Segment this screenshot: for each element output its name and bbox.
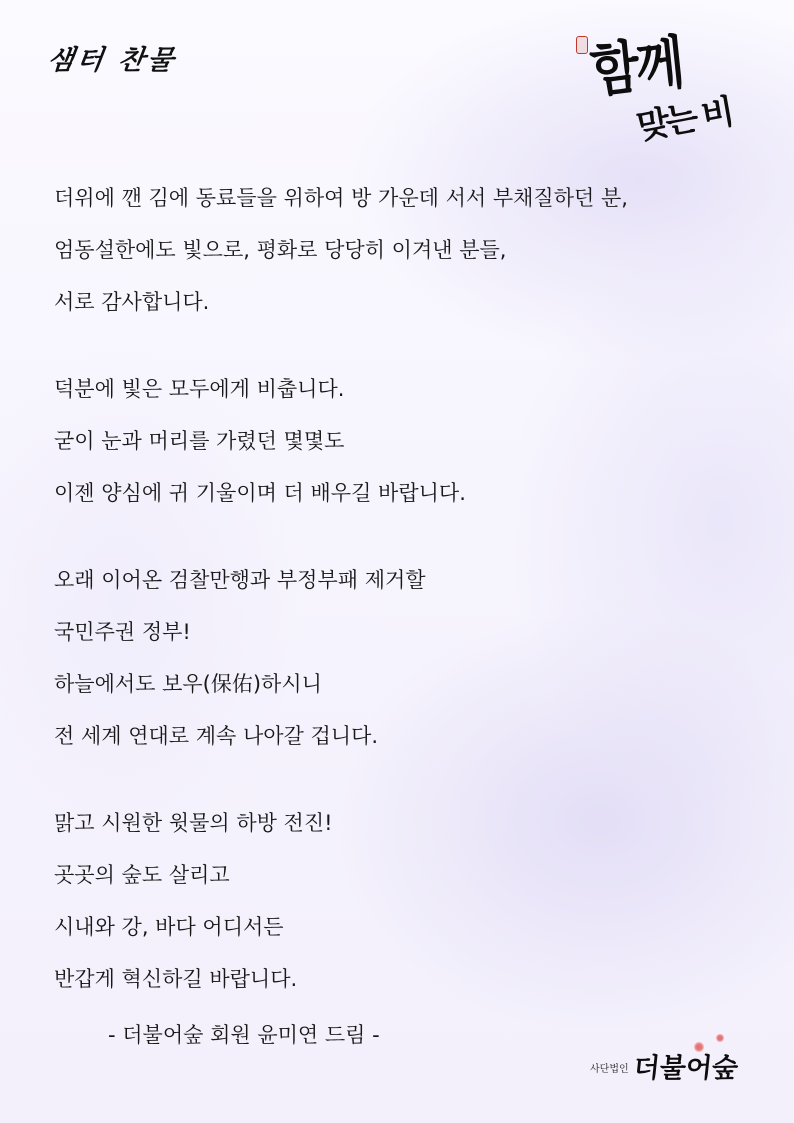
letter-line: 굳이 눈과 머리를 가렸던 몇몇도	[54, 429, 345, 453]
letter-line: 엄동설한에도 빛으로, 평화로 당당히 이겨낸 분들,	[54, 238, 507, 262]
flower-icon	[716, 1034, 724, 1042]
corner-title: 샘터 찬물	[45, 45, 179, 76]
org-name: 더불어숲	[632, 1053, 740, 1084]
letter-line: 하늘에서도 보우(保佑)하시니	[54, 672, 322, 696]
stanza	[54, 557, 754, 765]
flower-icon	[694, 1042, 704, 1052]
letter-line: 맑고 시원한 윗물의 하방 전진!	[54, 811, 333, 835]
calligraphy-title	[572, 27, 772, 150]
stanza	[54, 175, 754, 331]
letter-line: 국민주권 정부!	[54, 620, 191, 644]
signature: - 더불어숲 회원 윤미연 드림 -	[108, 1023, 380, 1047]
stanza	[54, 366, 754, 522]
letter-line: 반갑게 혁신하길 바랍니다.	[54, 967, 298, 991]
letter-line: 시내와 강, 바다 어디서든	[54, 915, 284, 939]
letter-line: 서로 감사합니다.	[54, 290, 210, 314]
stanza	[54, 800, 754, 1008]
letter-line: 곳곳의 숲도 살리고	[54, 863, 230, 887]
org-label: 사단법인	[590, 1064, 629, 1075]
red-seal-icon	[576, 36, 588, 54]
calligraphy-sub: 맞는 비	[633, 92, 734, 148]
letter-line: 덕분에 빛은 모두에게 비춥니다.	[54, 377, 345, 401]
letter-body	[54, 175, 754, 1008]
organization-logo	[590, 1040, 760, 1090]
letter-line: 전 세계 연대로 계속 나아갈 겁니다.	[54, 724, 379, 748]
calligraphy-main: 함께	[587, 27, 685, 105]
letter-line: 오래 이어온 검찰만행과 부정부패 제거할	[54, 568, 426, 592]
letter-line: 더위에 깬 김에 동료들을 위하여 방 가운데 서서 부채질하던 분,	[54, 186, 628, 210]
letter-line: 이젠 양심에 귀 기울이며 더 배우길 바랍니다.	[54, 481, 466, 505]
